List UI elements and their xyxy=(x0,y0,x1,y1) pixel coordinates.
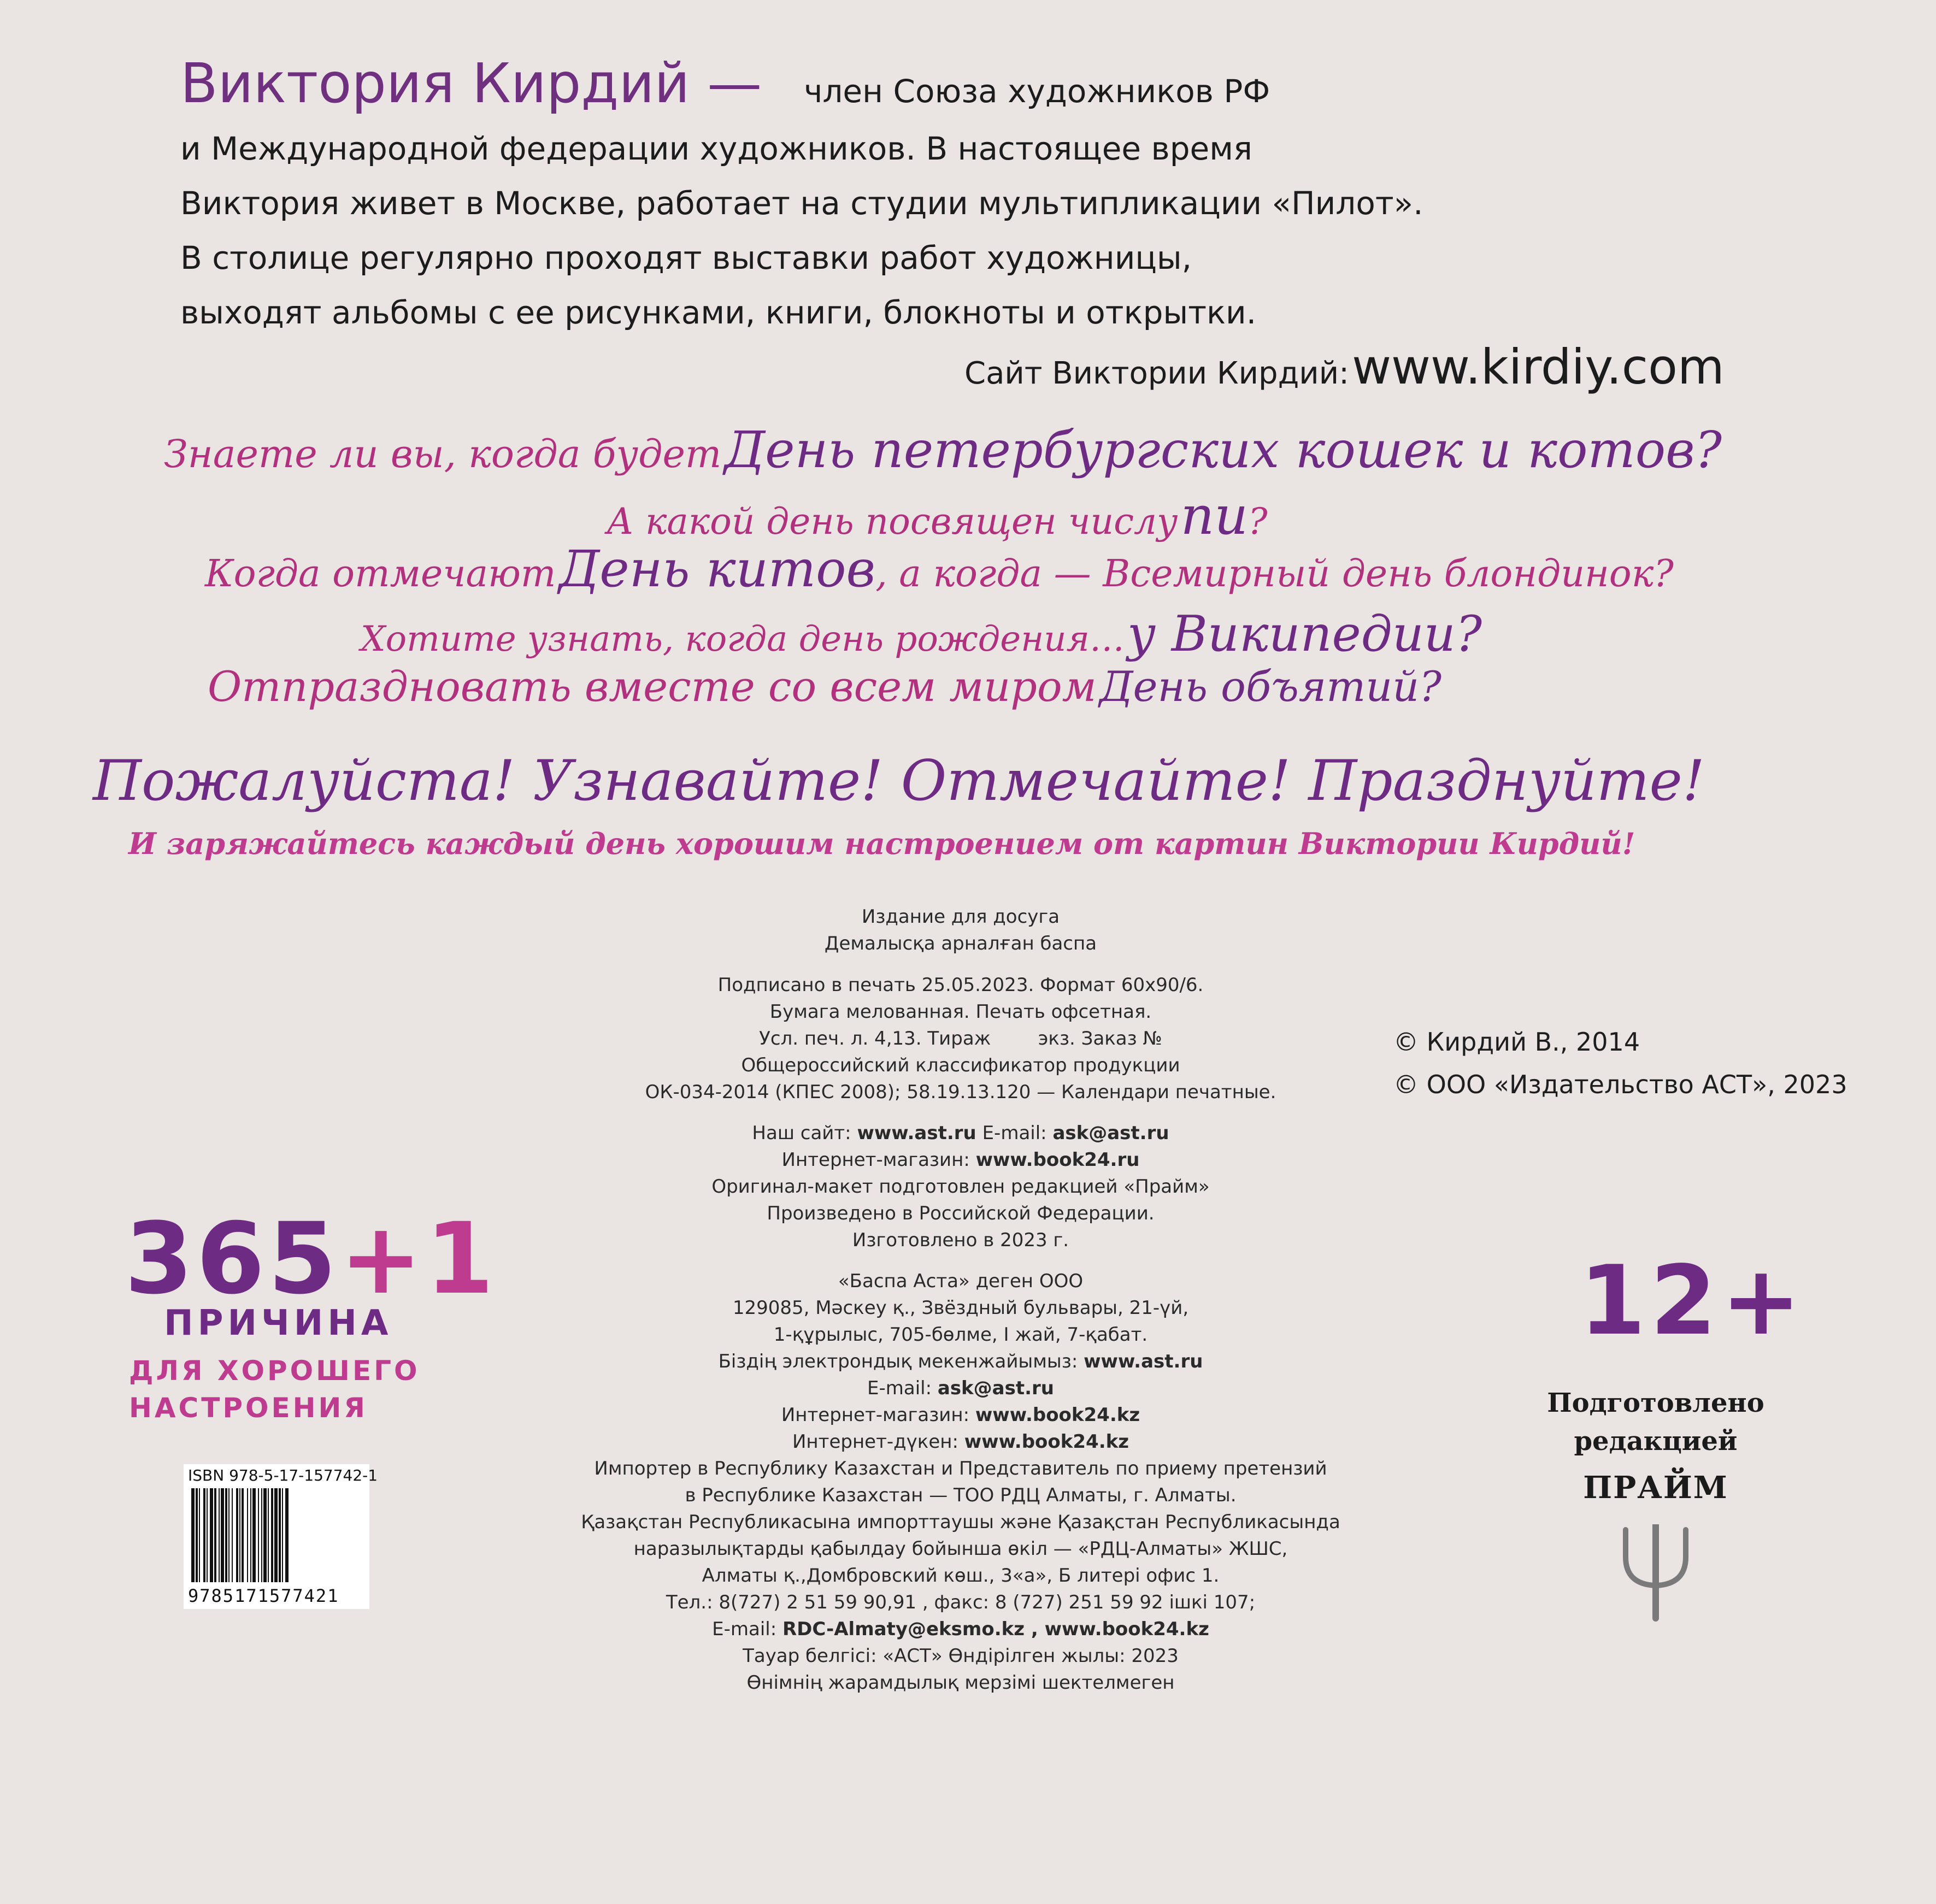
q5-lead: Отпраздновать вместе со всем миром xyxy=(208,662,1097,711)
imprint-line: ОК-034-2014 (КПЕС 2008); 58.19.13.120 — Календари печатные. xyxy=(645,1081,1276,1103)
book24-kz-shop-link[interactable]: www.book24.kz xyxy=(964,1431,1129,1453)
q4-highlight: у Википедии? xyxy=(1127,605,1482,663)
imprint-line: наразылықтарды қабылдау бойынша өкіл — «РДЦ-Алматы» ЖШС, xyxy=(633,1538,1288,1560)
q3-highlight: День китов xyxy=(558,540,876,598)
imprint-label: Интернет-магазин: xyxy=(781,1404,970,1426)
bio-line-1 xyxy=(180,48,1270,127)
copyright-publisher: © ООО «Издательство АСТ», 2023 xyxy=(1393,1070,1847,1099)
q1-highlight: День петербургских кошек и котов? xyxy=(724,421,1722,479)
imprint-line: Импортер в Республику Казахстан и Представитель по приему претензий xyxy=(594,1458,1327,1479)
book24-kz-link[interactable]: www.book24.kz xyxy=(975,1404,1140,1426)
rdc-contact-links[interactable]: RDC-Almaty@eksmo.kz , www.book24.kz xyxy=(782,1618,1209,1640)
author-website xyxy=(964,339,1725,395)
bio-line-3: Виктория живет в Москве, работает на студии мультипликации «Пилот». xyxy=(180,185,1423,222)
imprint-line: Произведено в Российской Федерации. xyxy=(767,1202,1155,1224)
imprint-line xyxy=(719,1351,1203,1372)
copyright-author: © Кирдий В., 2014 xyxy=(1393,1027,1640,1057)
imprint-line: Издание для досуга xyxy=(861,906,1060,928)
promo-question-1 xyxy=(164,421,1722,479)
prime-line-3: ПРАЙМ xyxy=(1583,1470,1728,1506)
imprint-line xyxy=(782,1149,1140,1171)
imprint-label: Интернет-магазин: xyxy=(781,1149,970,1171)
imprint-line xyxy=(752,1122,1169,1144)
bio-line-5: выходят альбомы с ее рисунками, книги, блокноты и открытки. xyxy=(180,294,1257,331)
imprint-line: Қазақстан Республикасына импорттаушы және Қазақстан Республикасында xyxy=(581,1511,1340,1533)
imprint-line: Демалысқа арналған баспа xyxy=(824,933,1097,954)
imprint-line: Оригинал-макет подготовлен редакцией «Прайм» xyxy=(711,1176,1210,1198)
bio-line-4: В столице регулярно проходят выставки работ художницы, xyxy=(180,239,1192,276)
bio-line-1-rest: член Союза художников РФ xyxy=(804,73,1270,110)
ast-site-link[interactable]: www.ast.ru xyxy=(857,1122,976,1144)
imprint-line: Тауар белгісі: «АСТ» Өндірілген жылы: 2023 xyxy=(743,1645,1179,1667)
ast-email-link[interactable]: ask@ast.ru xyxy=(1052,1122,1169,1144)
q2-lead: А какой день посвящен числу xyxy=(607,500,1178,543)
imprint-line xyxy=(712,1618,1209,1640)
bio-line-2: и Международной федерации художников. В настоящее время xyxy=(180,130,1252,167)
prime-line-1: Подготовлено xyxy=(1547,1388,1764,1418)
promo-tagline: И заряжайтесь каждый день хорошим настроением от картин Виктории Кирдий! xyxy=(128,826,1635,861)
imprint-line: Общероссийский классификатор продукции xyxy=(741,1054,1180,1076)
imprint-label: E-mail: xyxy=(712,1618,777,1640)
ast-site-link-kz[interactable]: www.ast.ru xyxy=(1084,1351,1203,1372)
q3-lead: Когда отмечают xyxy=(205,552,556,596)
imprint-line: 129085, Мәскеу қ., Звёздный бульвары, 21-үй, xyxy=(732,1297,1189,1319)
imprint-line: Тел.: 8(727) 2 51 59 90,91 , факс: 8 (727) 251 59 92 ішкі 107; xyxy=(666,1591,1256,1613)
q1-lead: Знаете ли вы, когда будет xyxy=(164,432,722,476)
website-label: Сайт Виктории Кирдий: xyxy=(964,356,1349,391)
promo-slogan: Пожалуйста! Узнавайте! Отмечайте! Празднуйте! xyxy=(93,748,1705,814)
psi-icon xyxy=(1615,1524,1697,1623)
q4-lead: Хотите узнать, когда день рождения… xyxy=(361,619,1125,659)
imprint-label: Интернет-дүкен: xyxy=(792,1431,958,1453)
imprint-line: в Республике Казахстан — ТОО РДЦ Алматы, г. Алматы. xyxy=(685,1484,1237,1506)
author-name: Виктория Кирдий — xyxy=(180,51,762,115)
logo-word-3: НАСТРОЕНИЯ xyxy=(129,1392,368,1424)
age-rating: 12+ xyxy=(1579,1246,1806,1357)
imprint-line: 1-құрылыс, 705-бөлме, I жай, 7-қабат. xyxy=(773,1324,1148,1346)
imprint-label: Наш сайт: xyxy=(752,1122,851,1144)
imprint-line: Бумага мелованная. Печать офсетная. xyxy=(769,1001,1152,1023)
imprint-label: E-mail: xyxy=(982,1122,1047,1144)
website-link[interactable]: www.kirdiy.com xyxy=(1352,339,1725,395)
imprint-label: Біздің электрондық мекенжайымыз: xyxy=(718,1351,1078,1372)
logo-plus-one: +1 xyxy=(339,1202,497,1316)
imprint-line xyxy=(867,1377,1054,1399)
imprint-line: Изготовлено в 2023 г. xyxy=(852,1229,1069,1251)
imprint-line xyxy=(781,1404,1140,1426)
book24-ru-link[interactable]: www.book24.ru xyxy=(975,1149,1140,1171)
barcode-digits: 9785171577421 xyxy=(188,1585,339,1606)
isbn-number: ISBN 978-5-17-157742-1 xyxy=(188,1466,378,1484)
imprint-label: E-mail: xyxy=(867,1377,932,1399)
series-logo xyxy=(125,1202,497,1316)
q5-highlight: День объятий? xyxy=(1099,662,1441,711)
logo-word-1: ПРИЧИНА xyxy=(164,1303,393,1343)
q2-highlight: пи xyxy=(1180,485,1249,546)
logo-word-2: ДЛЯ ХОРОШЕГО xyxy=(129,1355,420,1387)
imprint-line: «Баспа Аста» деген ООО xyxy=(838,1270,1084,1292)
promo-question-3 xyxy=(205,540,1674,598)
isbn-barcode xyxy=(184,1464,378,1609)
logo-digits: 365 xyxy=(125,1202,340,1316)
imprint-line: Алматы қ.,Домбровский көш., 3«а», Б литері офис 1. xyxy=(702,1565,1220,1587)
imprint-line: Подписано в печать 25.05.2023. Формат 60x90/6. xyxy=(717,974,1204,996)
imprint-line: Өнімнің жарамдылық мерзімі шектелмеген xyxy=(746,1672,1175,1694)
promo-question-4 xyxy=(361,605,1482,663)
q3-end: , а когда — Всемирный день блондинок? xyxy=(875,552,1674,596)
q2-end: ? xyxy=(1248,500,1268,543)
promo-question-5 xyxy=(208,662,1441,711)
promo-question-2 xyxy=(607,485,1268,546)
prime-line-2: редакцией xyxy=(1574,1426,1738,1457)
ast-email-link-kz[interactable]: ask@ast.ru xyxy=(937,1377,1054,1399)
imprint-line: Усл. печ. л. 4,13. Тираж экз. Заказ № xyxy=(759,1028,1162,1050)
imprint-line xyxy=(792,1431,1129,1453)
